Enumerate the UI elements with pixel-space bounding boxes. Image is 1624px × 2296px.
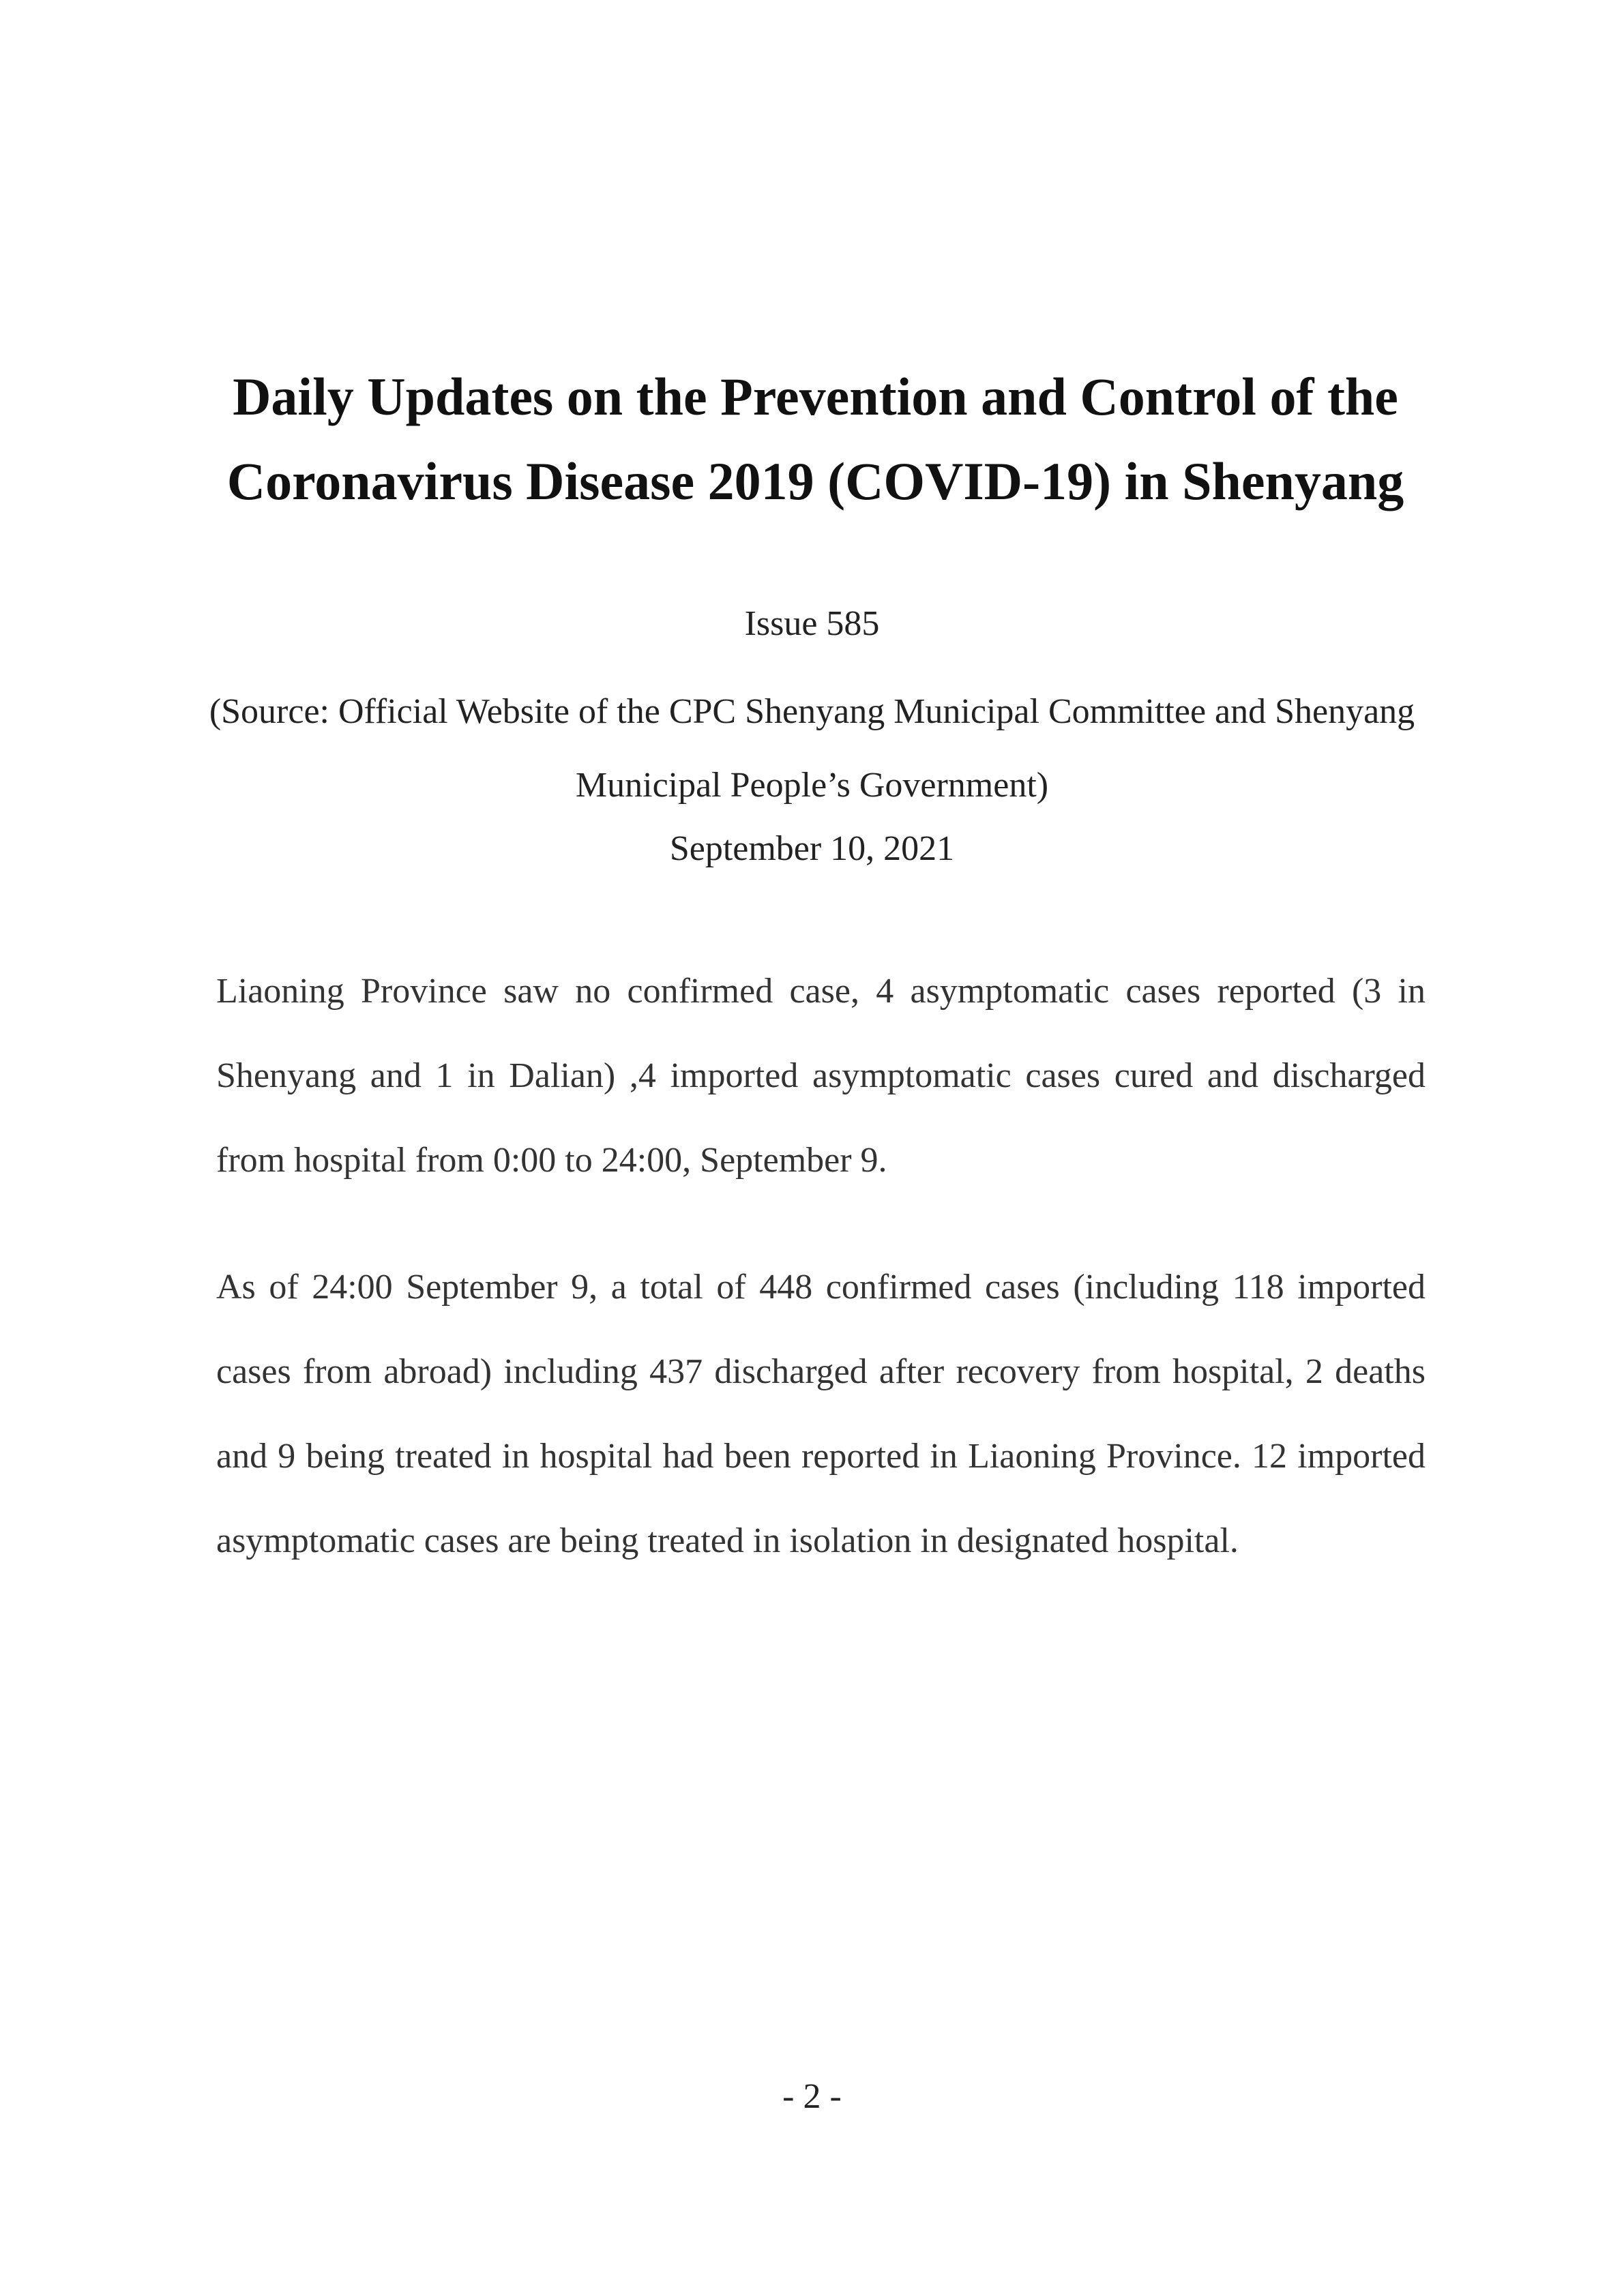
page-number: - 2 -: [782, 2077, 842, 2116]
body-paragraph-2: As of 24:00 September 9, a total of 448 confirmed cases (including 118 imported cases from abroad) including 437 discharged after recovery from hospital, 2 deaths and 9 being treated in hospital had been reported in Liaoning Province. 12 imported asymptomatic cases are being treated in isolation in designated hospital.: [216, 1268, 1426, 1560]
body-paragraph-1: Liaoning Province saw no confirmed case, 4 asymptomatic cases reported (3 in Shenyang and 1 in Dalian) ,4 imported asymptomatic cases cured and discharged from hospital from 0:00 to 24:00, September 9.: [216, 972, 1426, 1180]
document-title: Daily Updates on the Prevention and Control of the Coronavirus Disease 2019 (COVID-19) in Shenyang: [226, 367, 1404, 511]
publication-date: September 10, 2021: [669, 829, 955, 868]
source-line: (Source: Official Website of the CPC Shenyang Municipal Committee and Shenyang Municipal People’s Government): [209, 692, 1415, 805]
issue-number: Issue 585: [744, 604, 880, 643]
